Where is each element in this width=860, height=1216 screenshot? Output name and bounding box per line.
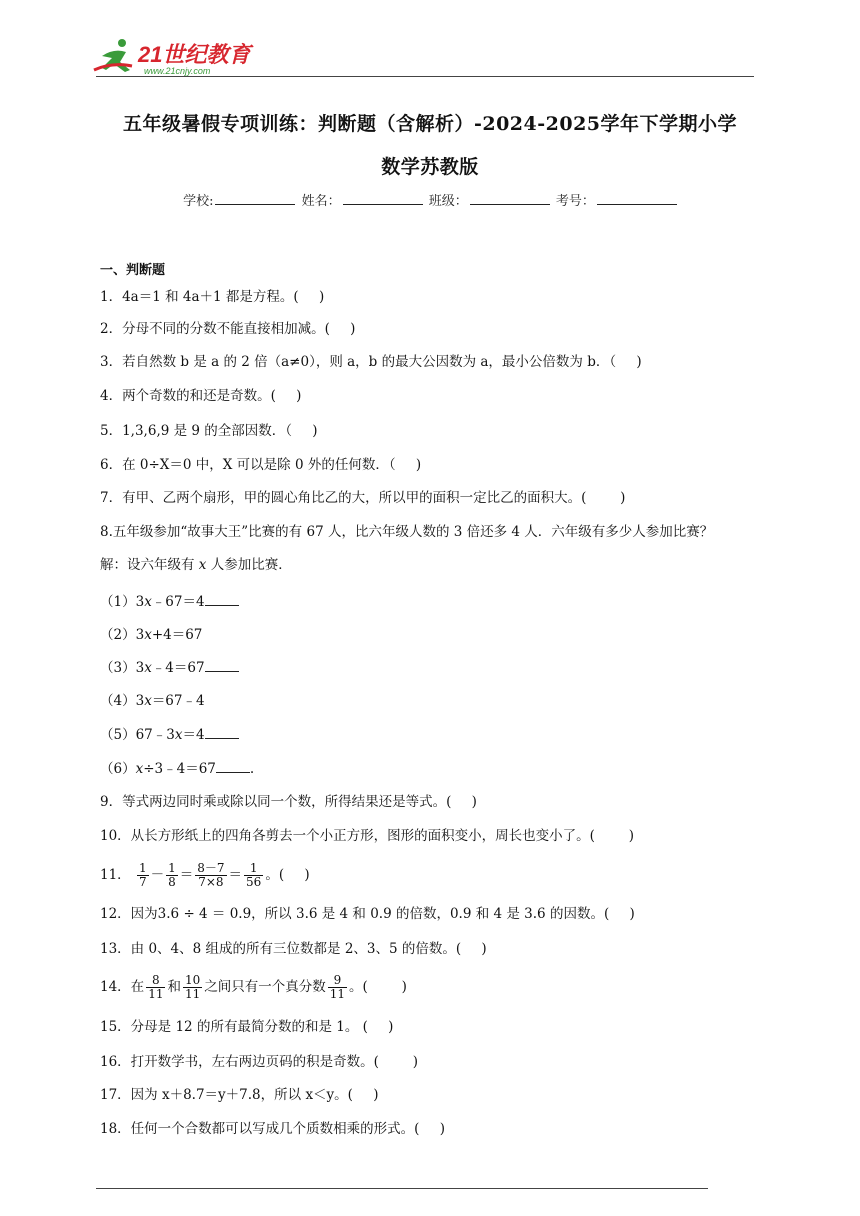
fraction: $\frac{9}{11}$ bbox=[329, 973, 346, 1001]
section-heading: 一、判断题 bbox=[100, 263, 166, 278]
answer-blank[interactable] bbox=[205, 659, 239, 672]
logo-url: www.21cnjy.com bbox=[144, 66, 211, 76]
fraction: $\frac{1}{8}$ bbox=[168, 861, 176, 889]
question-7: 7．有甲、乙两个扇形，甲的圆心角比乙的大，所以甲的面积一定比乙的面积大。( ) bbox=[100, 490, 626, 506]
question-18: 18．任何一个合数都可以写成几个质数相乘的形式。( ) bbox=[100, 1121, 445, 1137]
fraction: $\frac{1}{56}$ bbox=[246, 861, 262, 889]
q8-option-5: （5）67﹣3x＝4 bbox=[100, 726, 239, 744]
doc-title-line1: 五年级暑假专项训练：判断题（含解析）-2024-2025学年下学期小学 bbox=[122, 113, 738, 135]
answer-blank[interactable] bbox=[205, 726, 239, 739]
question-4: 4．两个奇数的和还是奇数。( ) bbox=[100, 388, 302, 404]
question-8: 8.五年级参加“故事大王”比赛的有 67 人，比六年级人数的 3 倍还多 4 人．六年级有多少人参加比赛？ bbox=[100, 524, 714, 540]
class-field: 班级： bbox=[429, 190, 550, 209]
question-16: 16．打开数学书，左右两边页码的积是奇数。( ) bbox=[100, 1054, 418, 1070]
question-5: 5．1,3,6,9 是 9 的全部因数．（ ) bbox=[100, 423, 318, 439]
logo-text: 21世纪教育 bbox=[138, 42, 251, 67]
question-2: 2．分母不同的分数不能直接相加减。( ) bbox=[100, 321, 356, 337]
header-rule bbox=[96, 76, 754, 77]
question-9: 9．等式两边同时乘或除以同一个数，所得结果还是等式。( ) bbox=[100, 794, 477, 810]
fraction: $\frac{8-7}{7\times 8}$ bbox=[197, 861, 225, 889]
fraction: $\frac{1}{7}$ bbox=[138, 861, 147, 889]
question-1: 1．4a＝1 和 4a＋1 都是方程。( ) bbox=[100, 289, 325, 305]
q8-option-3: （3）3x﹣4＝67 bbox=[100, 659, 239, 677]
q8-option-4: （4）3x＝67﹣4 bbox=[100, 693, 205, 709]
q8-option-6: （6）x÷3﹣4＝67 . bbox=[100, 761, 255, 777]
answer-blank[interactable] bbox=[205, 593, 239, 606]
runner-icon bbox=[94, 39, 132, 72]
question-3: 3．若自然数 b 是 a 的 2 倍（a≠0），则 a，b 的最大公因数为 a，最小公倍数为 b．（ ) bbox=[100, 354, 642, 370]
exam-no-field: 考号： bbox=[556, 190, 677, 209]
doc-title-line2: 数学苏教版 bbox=[381, 156, 479, 178]
q8-option-2: （2）3x+4＝67 bbox=[100, 627, 203, 643]
fraction: $\frac{8}{11}$ bbox=[148, 973, 164, 1001]
question-8-solution: 解：设六年级有 x 人参加比赛． bbox=[100, 557, 292, 573]
answer-blank[interactable] bbox=[216, 760, 250, 773]
fraction: $\frac{10}{11}$ bbox=[184, 973, 201, 1001]
site-logo bbox=[92, 36, 262, 80]
question-12: 12．因为3.6 ÷ 4 ＝ 0.9，所以 3.6 是 4 和 0.9 的倍数，0.9 和 4 是 3.6 的因数。( ) bbox=[100, 906, 635, 922]
name-field: 姓名： bbox=[302, 190, 423, 209]
question-13: 13．由 0、4、8 组成的所有三位数都是 2、3、5 的倍数。( ) bbox=[100, 941, 487, 957]
question-11: 11． $\frac{1}{7}$ － $\frac{1}{8}$ ＝ $\frac{8-7}{7\times 8}$ ＝ $\frac{1}{56}$ 。( ) bbox=[100, 861, 310, 889]
question-6: 6．在 0÷X＝0 中，X 可以是除 0 外的任何数．（ ) bbox=[100, 457, 422, 473]
question-10: 10．从长方形纸上的四角各剪去一个小正方形，图形的面积变小，周长也变小了。( ) bbox=[100, 828, 634, 844]
q8-option-1: （1）3x﹣67＝4 bbox=[100, 593, 239, 611]
school-field: 学校: bbox=[183, 190, 295, 209]
question-17: 17．因为 x＋8.7＝y＋7.8，所以 x＜y。( ) bbox=[100, 1087, 379, 1103]
question-14: 14．在 $\frac{8}{11}$ 和 $\frac{10}{11}$ 之间只有一个真分数 $\frac{9}{11}$ 。( ) bbox=[100, 973, 407, 1001]
question-15: 15．分母是 12 的所有最简分数的和是 1。 ( ) bbox=[100, 1019, 394, 1035]
footer-rule bbox=[96, 1188, 708, 1189]
student-info-line bbox=[0, 190, 860, 209]
